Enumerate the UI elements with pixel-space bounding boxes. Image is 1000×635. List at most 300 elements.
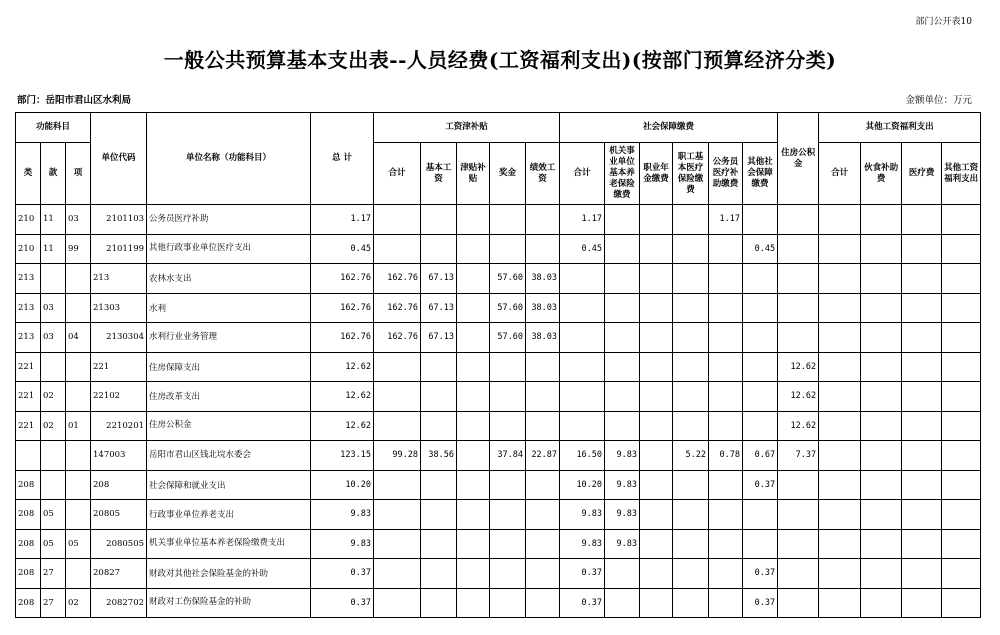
cell-amount — [457, 500, 490, 530]
cell-amount — [778, 470, 819, 500]
cell-amount — [673, 264, 709, 294]
table-row — [16, 264, 981, 294]
cell-amount — [457, 264, 490, 294]
cell-amount: 9.83 — [560, 529, 605, 559]
cell-amount — [942, 441, 981, 471]
page-title: 一般公共预算基本支出表--人员经费(工资福利支出)(按部门预算经济分类) — [163, 48, 837, 72]
cell-amount — [778, 293, 819, 323]
table-row — [16, 500, 981, 530]
cell-amount — [673, 352, 709, 382]
cell-amount — [526, 529, 560, 559]
cell-amount — [942, 411, 981, 441]
cell-amount — [902, 205, 942, 235]
cell-amount — [778, 323, 819, 353]
header-performance: 绩效工资 — [526, 143, 560, 205]
cell-amount — [902, 234, 942, 264]
cell-amount — [942, 264, 981, 294]
cell-lei: 213 — [16, 264, 41, 294]
cell-unit-name: 机关事业单位基本养老保险缴费支出 — [147, 529, 311, 559]
cell-total: 10.20 — [311, 470, 374, 500]
header-kuan: 款 — [41, 143, 66, 205]
cell-amount — [709, 411, 743, 441]
cell-lei: 208 — [16, 529, 41, 559]
cell-amount — [605, 352, 640, 382]
cell-amount — [709, 500, 743, 530]
cell-amount — [526, 588, 560, 618]
table-row — [16, 588, 981, 618]
cell-amount — [861, 441, 902, 471]
cell-unit-name: 水利行业业务管理 — [147, 323, 311, 353]
cell-total: 1.17 — [311, 205, 374, 235]
cell-amount — [374, 470, 421, 500]
cell-amount — [902, 529, 942, 559]
cell-amount — [490, 234, 526, 264]
header-unit-code: 单位代码 — [91, 113, 147, 205]
cell-kuan: 05 — [41, 529, 66, 559]
cell-amount — [902, 323, 942, 353]
cell-lei: 208 — [16, 470, 41, 500]
cell-amount — [526, 234, 560, 264]
cell-amount — [819, 205, 861, 235]
cell-xiang — [66, 293, 91, 323]
cell-amount — [861, 559, 902, 589]
cell-amount — [819, 411, 861, 441]
cell-amount — [605, 323, 640, 353]
cell-amount — [673, 323, 709, 353]
cell-amount — [902, 411, 942, 441]
cell-amount — [673, 234, 709, 264]
cell-amount — [709, 352, 743, 382]
header-medical: 职工基本医疗保险缴费 — [673, 143, 709, 205]
cell-amount — [640, 559, 673, 589]
cell-amount: 37.84 — [490, 441, 526, 471]
cell-amount — [374, 352, 421, 382]
cell-unit-name: 行政事业单位养老支出 — [147, 500, 311, 530]
cell-amount — [490, 588, 526, 618]
cell-amount — [560, 293, 605, 323]
cell-unit-name: 岳阳市君山区钱北垸水委会 — [147, 441, 311, 471]
cell-xiang: 01 — [66, 411, 91, 441]
cell-amount: 10.20 — [560, 470, 605, 500]
cell-amount — [819, 529, 861, 559]
header-xiang: 项 — [66, 143, 91, 205]
cell-unit-code: 21303 — [91, 293, 147, 323]
cell-amount — [640, 264, 673, 294]
cell-amount — [861, 234, 902, 264]
cell-amount — [709, 559, 743, 589]
cell-amount: 9.83 — [560, 500, 605, 530]
cell-amount — [709, 382, 743, 412]
table-body — [16, 205, 981, 618]
cell-amount — [942, 352, 981, 382]
cell-amount: 0.37 — [743, 470, 778, 500]
cell-amount — [560, 264, 605, 294]
header-civil-medical: 公务员医疗补助缴费 — [709, 143, 743, 205]
cell-amount — [861, 264, 902, 294]
table-row — [16, 352, 981, 382]
cell-amount: 0.37 — [560, 588, 605, 618]
cell-amount: 12.62 — [778, 411, 819, 441]
cell-kuan: 05 — [41, 500, 66, 530]
header-lei: 类 — [16, 143, 41, 205]
cell-amount — [942, 323, 981, 353]
cell-amount — [902, 352, 942, 382]
cell-amount — [942, 470, 981, 500]
cell-amount — [942, 529, 981, 559]
cell-amount — [709, 234, 743, 264]
cell-amount — [743, 205, 778, 235]
cell-total: 12.62 — [311, 411, 374, 441]
cell-amount — [640, 234, 673, 264]
cell-total: 0.45 — [311, 234, 374, 264]
table-row — [16, 234, 981, 264]
cell-lei — [16, 441, 41, 471]
cell-amount — [819, 352, 861, 382]
cell-unit-code: 2101199 — [91, 234, 147, 264]
cell-amount — [605, 588, 640, 618]
cell-amount — [902, 559, 942, 589]
cell-amount — [861, 382, 902, 412]
cell-xiang: 04 — [66, 323, 91, 353]
cell-lei: 221 — [16, 352, 41, 382]
cell-amount — [374, 559, 421, 589]
cell-kuan: 03 — [41, 293, 66, 323]
cell-amount — [526, 352, 560, 382]
cell-kuan: 03 — [41, 323, 66, 353]
table-row — [16, 323, 981, 353]
cell-amount: 99.28 — [374, 441, 421, 471]
cell-amount — [421, 559, 457, 589]
cell-total: 123.15 — [311, 441, 374, 471]
cell-amount — [709, 588, 743, 618]
cell-unit-code: 20805 — [91, 500, 147, 530]
header-social-group: 社会保障缴费 — [560, 113, 778, 143]
cell-amount — [861, 529, 902, 559]
cell-total: 162.76 — [311, 264, 374, 294]
cell-unit-code: 147003 — [91, 441, 147, 471]
cell-amount — [709, 264, 743, 294]
cell-amount — [709, 293, 743, 323]
header-other-welfare: 其他工资福利支出 — [942, 143, 981, 205]
cell-amount — [640, 529, 673, 559]
cell-unit-code: 2101103 — [91, 205, 147, 235]
cell-amount: 38.03 — [526, 293, 560, 323]
cell-amount — [457, 205, 490, 235]
header-salary-group: 工资津补贴 — [374, 113, 560, 143]
cell-amount — [490, 205, 526, 235]
cell-unit-code: 221 — [91, 352, 147, 382]
cell-amount — [819, 293, 861, 323]
cell-unit-code: 2130304 — [91, 323, 147, 353]
header-func-subject: 功能科目 — [16, 113, 91, 143]
cell-amount — [743, 500, 778, 530]
header-basic-salary: 基本工资 — [421, 143, 457, 205]
header-bonus: 奖金 — [490, 143, 526, 205]
cell-amount: 57.60 — [490, 323, 526, 353]
cell-xiang: 02 — [66, 588, 91, 618]
cell-amount — [640, 382, 673, 412]
cell-amount — [457, 441, 490, 471]
cell-kuan: 11 — [41, 205, 66, 235]
cell-unit-code: 2082702 — [91, 588, 147, 618]
cell-amount: 9.83 — [605, 529, 640, 559]
cell-amount: 9.83 — [605, 500, 640, 530]
cell-amount — [902, 500, 942, 530]
header-meal: 伙食补助费 — [861, 143, 902, 205]
cell-amount — [457, 293, 490, 323]
cell-amount — [457, 352, 490, 382]
cell-amount: 12.62 — [778, 352, 819, 382]
table-row — [16, 293, 981, 323]
cell-amount — [605, 382, 640, 412]
cell-amount — [743, 352, 778, 382]
cell-amount — [374, 529, 421, 559]
amount-unit-label: 金额单位：万元 — [905, 95, 972, 106]
cell-unit-name: 财政对其他社会保险基金的补助 — [147, 559, 311, 589]
cell-amount — [743, 411, 778, 441]
cell-amount — [861, 205, 902, 235]
cell-lei: 221 — [16, 411, 41, 441]
cell-amount — [861, 323, 902, 353]
cell-amount — [861, 352, 902, 382]
cell-amount — [673, 293, 709, 323]
cell-total: 9.83 — [311, 500, 374, 530]
table-row — [16, 529, 981, 559]
table-row — [16, 411, 981, 441]
cell-amount: 1.17 — [709, 205, 743, 235]
cell-unit-code: 213 — [91, 264, 147, 294]
cell-amount — [673, 411, 709, 441]
cell-amount — [560, 352, 605, 382]
cell-amount — [490, 559, 526, 589]
cell-amount — [778, 500, 819, 530]
cell-amount — [457, 234, 490, 264]
cell-kuan — [41, 441, 66, 471]
cell-amount — [457, 529, 490, 559]
cell-amount — [709, 323, 743, 353]
cell-amount — [673, 205, 709, 235]
cell-total: 162.76 — [311, 293, 374, 323]
cell-unit-name: 公务员医疗补助 — [147, 205, 311, 235]
cell-kuan — [41, 470, 66, 500]
cell-total: 0.37 — [311, 588, 374, 618]
cell-amount — [743, 323, 778, 353]
cell-xiang — [66, 559, 91, 589]
cell-amount — [778, 559, 819, 589]
cell-amount: 9.83 — [605, 470, 640, 500]
cell-amount — [526, 205, 560, 235]
cell-amount — [457, 588, 490, 618]
cell-amount: 5.22 — [673, 441, 709, 471]
cell-kuan: 27 — [41, 588, 66, 618]
cell-amount — [374, 234, 421, 264]
cell-amount — [778, 205, 819, 235]
cell-amount — [374, 205, 421, 235]
cell-amount — [778, 588, 819, 618]
cell-amount — [673, 588, 709, 618]
cell-unit-name: 住房保障支出 — [147, 352, 311, 382]
cell-amount — [490, 529, 526, 559]
cell-amount — [673, 529, 709, 559]
cell-amount — [526, 382, 560, 412]
cell-amount: 0.78 — [709, 441, 743, 471]
cell-amount — [560, 411, 605, 441]
cell-amount — [861, 588, 902, 618]
cell-amount — [673, 470, 709, 500]
cell-kuan: 11 — [41, 234, 66, 264]
header-housing-fund: 住房公积金 — [778, 113, 819, 205]
cell-amount — [374, 500, 421, 530]
header-social-total: 合计 — [560, 143, 605, 205]
cell-amount — [640, 323, 673, 353]
cell-xiang — [66, 352, 91, 382]
cell-unit-name: 住房改革支出 — [147, 382, 311, 412]
cell-amount — [902, 470, 942, 500]
cell-amount — [743, 382, 778, 412]
cell-amount — [374, 411, 421, 441]
header-unit-name: 单位名称（功能科目） — [147, 113, 311, 205]
cell-amount: 67.13 — [421, 323, 457, 353]
cell-xiang: 99 — [66, 234, 91, 264]
cell-amount — [942, 382, 981, 412]
cell-amount: 0.67 — [743, 441, 778, 471]
cell-amount — [526, 500, 560, 530]
cell-amount — [819, 588, 861, 618]
cell-unit-code: 22102 — [91, 382, 147, 412]
cell-lei: 208 — [16, 559, 41, 589]
cell-amount — [457, 559, 490, 589]
cell-amount — [640, 470, 673, 500]
cell-total: 9.83 — [311, 529, 374, 559]
cell-amount — [819, 323, 861, 353]
cell-total: 12.62 — [311, 382, 374, 412]
cell-amount — [902, 264, 942, 294]
cell-amount — [605, 411, 640, 441]
cell-amount — [709, 529, 743, 559]
cell-amount — [861, 411, 902, 441]
cell-total: 162.76 — [311, 323, 374, 353]
header-total: 总 计 — [311, 113, 374, 205]
cell-unit-code: 208 — [91, 470, 147, 500]
cell-xiang — [66, 441, 91, 471]
cell-amount: 57.60 — [490, 293, 526, 323]
cell-amount — [743, 264, 778, 294]
cell-amount — [942, 500, 981, 530]
cell-amount — [673, 559, 709, 589]
cell-amount — [560, 323, 605, 353]
cell-amount — [640, 411, 673, 441]
cell-amount: 22.87 — [526, 441, 560, 471]
cell-amount — [942, 293, 981, 323]
cell-kuan: 27 — [41, 559, 66, 589]
cell-lei: 208 — [16, 500, 41, 530]
cell-amount: 9.83 — [605, 441, 640, 471]
cell-xiang — [66, 500, 91, 530]
cell-amount — [861, 470, 902, 500]
cell-amount — [605, 205, 640, 235]
cell-amount — [457, 470, 490, 500]
cell-lei: 210 — [16, 234, 41, 264]
cell-total: 12.62 — [311, 352, 374, 382]
cell-amount — [421, 411, 457, 441]
header-other-group: 其他工资福利支出 — [819, 113, 981, 143]
cell-xiang: 03 — [66, 205, 91, 235]
cell-amount — [902, 382, 942, 412]
cell-amount — [778, 234, 819, 264]
cell-amount — [861, 293, 902, 323]
cell-lei: 210 — [16, 205, 41, 235]
cell-lei: 213 — [16, 323, 41, 353]
cell-amount — [902, 588, 942, 618]
cell-unit-code: 2210201 — [91, 411, 147, 441]
cell-amount — [640, 588, 673, 618]
cell-lei: 221 — [16, 382, 41, 412]
cell-unit-code: 2080505 — [91, 529, 147, 559]
cell-amount — [902, 293, 942, 323]
cell-amount — [374, 588, 421, 618]
cell-amount — [526, 559, 560, 589]
cell-amount: 162.76 — [374, 264, 421, 294]
cell-amount — [640, 205, 673, 235]
cell-amount — [673, 500, 709, 530]
cell-amount: 38.03 — [526, 264, 560, 294]
cell-xiang — [66, 264, 91, 294]
cell-unit-code: 20827 — [91, 559, 147, 589]
cell-amount — [490, 382, 526, 412]
cell-unit-name: 住房公积金 — [147, 411, 311, 441]
header-medical-fee: 医疗费 — [902, 143, 942, 205]
header-other-total: 合计 — [819, 143, 861, 205]
cell-amount — [560, 382, 605, 412]
cell-amount: 38.56 — [421, 441, 457, 471]
table-row — [16, 470, 981, 500]
cell-xiang: 05 — [66, 529, 91, 559]
cell-amount — [819, 500, 861, 530]
cell-amount: 162.76 — [374, 323, 421, 353]
cell-amount: 162.76 — [374, 293, 421, 323]
cell-amount: 7.37 — [778, 441, 819, 471]
cell-amount — [640, 352, 673, 382]
cell-amount: 57.60 — [490, 264, 526, 294]
cell-amount: 67.13 — [421, 293, 457, 323]
cell-amount — [490, 352, 526, 382]
cell-amount — [819, 470, 861, 500]
cell-amount — [778, 529, 819, 559]
table-row — [16, 441, 981, 471]
budget-table — [15, 112, 981, 618]
cell-amount — [421, 470, 457, 500]
cell-amount — [605, 293, 640, 323]
cell-amount — [640, 293, 673, 323]
cell-amount — [605, 264, 640, 294]
cell-amount — [640, 441, 673, 471]
cell-xiang — [66, 382, 91, 412]
cell-lei: 213 — [16, 293, 41, 323]
cell-amount — [421, 529, 457, 559]
cell-amount — [709, 470, 743, 500]
cell-amount — [902, 441, 942, 471]
cell-amount — [421, 205, 457, 235]
cell-amount: 38.03 — [526, 323, 560, 353]
cell-xiang — [66, 470, 91, 500]
cell-amount — [526, 470, 560, 500]
header-allowance: 津贴补贴 — [457, 143, 490, 205]
cell-amount — [819, 441, 861, 471]
cell-amount — [819, 234, 861, 264]
cell-amount: 0.45 — [743, 234, 778, 264]
cell-amount — [421, 382, 457, 412]
cell-amount — [457, 382, 490, 412]
